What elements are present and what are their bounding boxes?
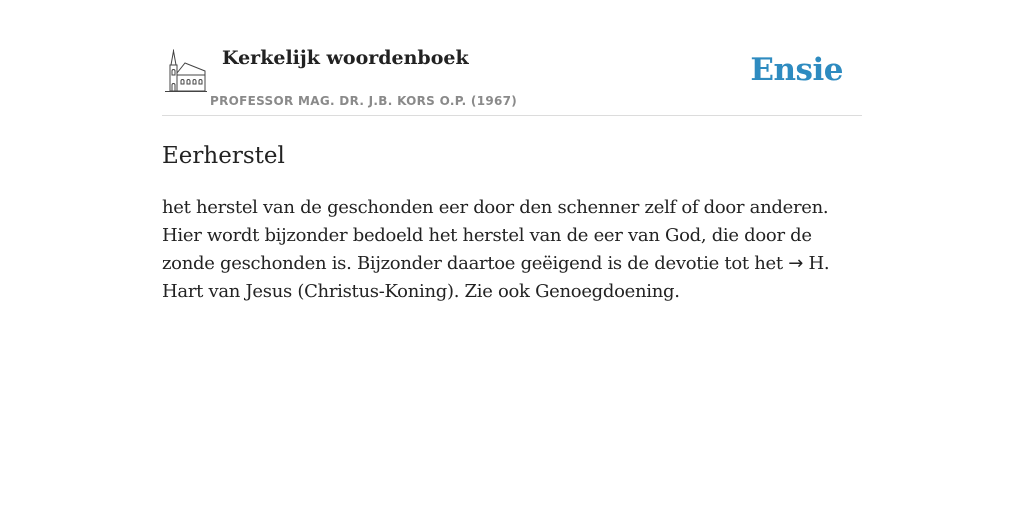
entry-text-after-link: . Zie ook Genoegdoening.	[453, 281, 680, 302]
church-icon	[165, 49, 207, 93]
arrow-right-icon: →	[788, 253, 804, 274]
cross-reference-text: H. Hart van Jesus (Christus-Koning)	[162, 253, 830, 302]
entry-body	[162, 194, 857, 306]
entry-title: Eerherstel	[162, 143, 285, 169]
dictionary-author: PROFESSOR MAG. DR. J.B. KORS O.P. (1967)	[210, 94, 518, 108]
page	[162, 0, 862, 306]
ensie-logo-link[interactable]: Ensie	[750, 52, 843, 88]
entry-text-before-link: het herstel van de geschonden eer door den schenner zelf of door anderen. Hier wordt bijzonder bedoeld het herstel van de eer van God, die door de zonde geschonden is. Bijzonder daartoe geëigend is de devotie tot het	[162, 197, 829, 274]
header	[162, 44, 862, 116]
dictionary-title[interactable]: Kerkelijk woordenboek	[222, 47, 469, 69]
